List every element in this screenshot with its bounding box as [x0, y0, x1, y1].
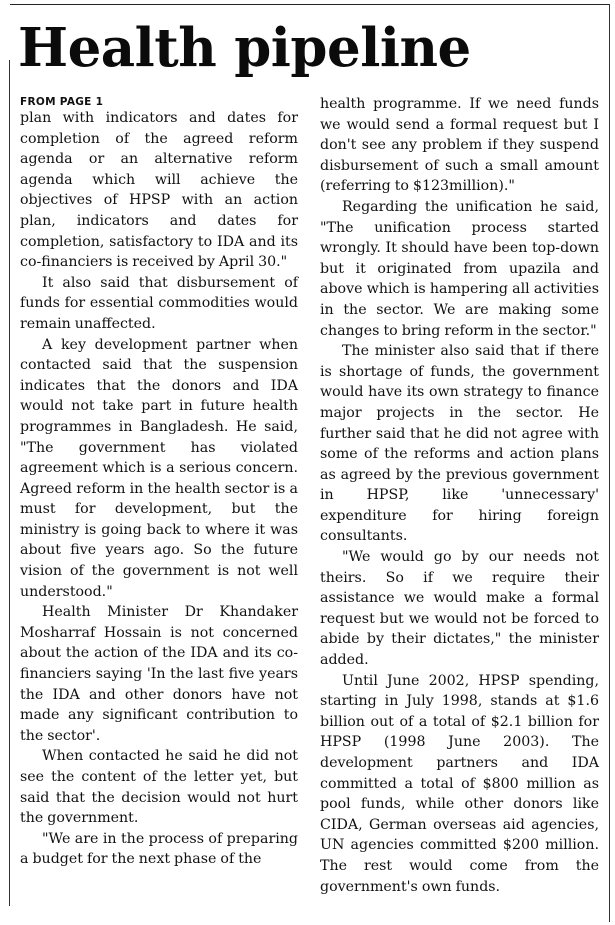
left-rule — [9, 60, 10, 906]
paragraph: When contacted he said he did not see the content of the letter yet, but said that the decision would not hurt the government. — [20, 748, 298, 827]
paragraph: Regarding the unification he said, "The unification process started wrongly. It should have been top-down but it originated from upazila and above which is hampering all activities in the sector. We are making some changes to bring reform in the sector." — [320, 198, 599, 339]
top-rule — [10, 4, 610, 5]
paragraph: A key development partner when contacted said that the suspension indicates that the donors and IDA would not take part in future health programmes in Bangladesh. He said, "The government has violated agreement which is a serious concern. Agreed reform in the health sector is a must for development, but the ministry is going back to where it was about five years ago. So the future vision of the government is not well understood." — [20, 336, 298, 600]
paragraph: plan with indicators and dates for completion of the agreed reform agenda or an alternative reform agenda which will achieve the objectives of HPSP with an action plan, indicators and dates for completion, satisfactory to IDA and its co-financiers is received by April 30." — [20, 110, 298, 271]
paragraph: The minister also said that if there is shortage of funds, the government would have its own strategy to finance major projects in the sector. He further said that he did not agree with some of the reforms and action plans as agreed by the previous government in HPSP, like 'unnecessary' expenditure for hiring foreign consultants. — [320, 343, 599, 545]
paragraph: "We are in the process of preparing a budget for the next phase of the — [20, 830, 298, 868]
article-column-1 — [20, 108, 298, 870]
paragraph: Health Minister Dr Khandaker Mosharraf Hossain is not concerned about the action of the IDA and its co-financiers saying 'In the last five years the IDA and other donors have not made any significant contribution to the sector'. — [20, 604, 298, 744]
paragraph: health programme. If we need funds we would send a formal request but I don't see any problem if they suspend disbursement of such a small amount (referring to $123million)." — [320, 96, 599, 195]
article-column-2 — [320, 94, 599, 897]
right-rule — [609, 4, 610, 922]
jump-line-from-page-1: FROM PAGE 1 — [20, 96, 104, 108]
headline: Health pipeline — [18, 17, 471, 79]
paragraph: Until June 2002, HPSP spending, starting in July 1998, stands at $1.6 billion out of a total of $2.1 billion for HPSP (1998 June 2003). The development partners and IDA committed a total of $800 million as pool funds, while other donors like CIDA, German overseas aid agencies, UN agencies committed $200 million. The rest would come from the government's own funds. — [320, 672, 599, 895]
paragraph: "We would go by our needs not theirs. So if we require their assistance we would make a formal request but we would not be forced to abide by their dictates," the minister added. — [320, 549, 599, 669]
paragraph: It also said that disbursement of funds for essential commodities would remain unaffected. — [20, 274, 298, 332]
